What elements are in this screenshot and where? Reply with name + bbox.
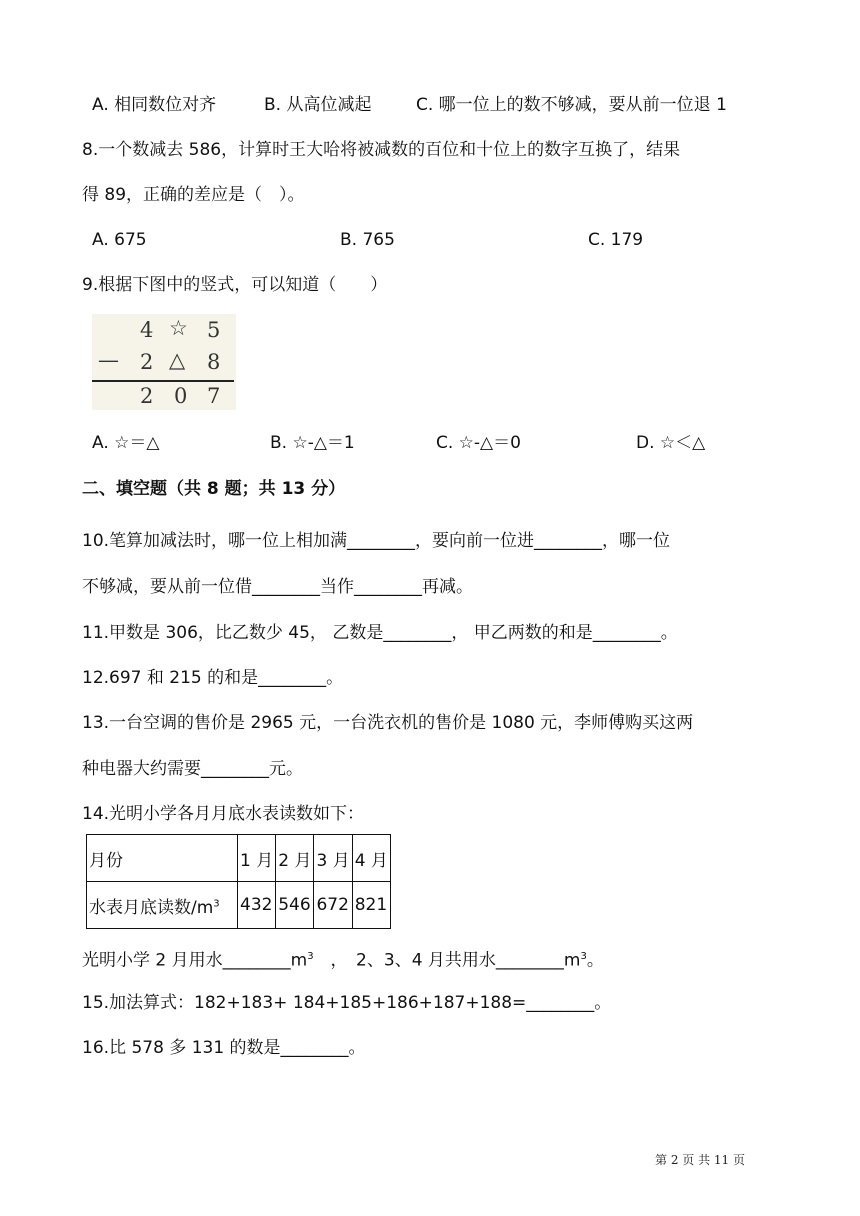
digit: 2	[140, 350, 154, 374]
q7-option-c: C. 哪一位上的数不够减，要从前一位退 1	[416, 95, 727, 115]
digit: 0	[174, 384, 188, 408]
q9-text: 9.根据下图中的竖式，可以知道（ ）	[82, 275, 388, 295]
q16-text: 16.比 578 多 131 的数是________。	[82, 1038, 366, 1058]
q8-option-a: A. 675	[92, 230, 147, 250]
star-symbol: ☆	[169, 316, 188, 340]
digit: 4	[140, 318, 154, 342]
q7-option-b: B. 从高位减起	[264, 95, 372, 115]
q9-option-c: C. ☆-△＝0	[436, 433, 521, 453]
q10-text-line1: 10.笔算加减法时，哪一位上相加满________，要向前一位进________，哪一位	[82, 531, 671, 551]
table-header-cell: 1 月	[238, 835, 276, 882]
table-header-cell: 2 月	[276, 835, 314, 882]
table-header-cell: 月份	[87, 835, 238, 882]
digit: 2	[140, 384, 154, 408]
q8-text-line2: 得 89，正确的差应是（ ）。	[82, 185, 305, 205]
q9-option-d: D. ☆＜△	[636, 433, 706, 453]
q8-option-b: B. 765	[340, 230, 395, 250]
q14-answer-line: 光明小学 2 月用水$\_\_\_\_\_\_\_\_m^3$ ， 2、3、4 月共用水$\_\_\_\_\_\_\_\_m^3$。	[82, 950, 604, 971]
q10-text-line2: 不够减，要从前一位借________当作________再减。	[82, 577, 473, 597]
triangle-symbol: △	[169, 348, 186, 372]
q7-option-a: A. 相同数位对齐	[92, 95, 217, 115]
table-header-cell: 3 月	[314, 835, 352, 882]
q14-text: 14.光明小学各月月底水表读数如下：	[82, 804, 365, 824]
table-cell: 672	[314, 882, 352, 929]
q9-option-a: A. ☆＝△	[92, 433, 160, 453]
sum-rule	[92, 380, 234, 382]
q11-text: 11.甲数是 306，比乙数少 45， 乙数是________， 甲乙两数的和是________。	[82, 623, 678, 643]
water-meter-table	[86, 834, 391, 929]
minus-sign: —	[98, 348, 119, 372]
table-cell: 546	[276, 882, 314, 929]
digit: 8	[207, 350, 221, 374]
table-cell: 432	[238, 882, 276, 929]
table-row	[87, 835, 391, 882]
q13-text-line2: 种电器大约需要________元。	[82, 759, 303, 779]
vertical-subtraction-figure	[92, 314, 236, 410]
table-cell: 821	[352, 882, 390, 929]
q12-text: 12.697 和 215 的和是________。	[82, 668, 344, 688]
q8-text-line1: 8.一个数减去 586，计算时王大哈将被减数的百位和十位上的数字互换了，结果	[82, 140, 681, 160]
q15-text: 15.加法算式：182+183+ 184+185+186+187+188=________。	[82, 993, 612, 1013]
section-heading: 二、填空题（共 8 题；共 13 分）	[82, 479, 346, 499]
table-header-cell: 4 月	[352, 835, 390, 882]
digit: 7	[207, 384, 221, 408]
digit: 5	[207, 318, 221, 342]
table-row	[87, 882, 391, 929]
table-row-label: 水表月底读数$/m^3$	[87, 882, 238, 929]
page-footer: 第 2 页 共 11 页	[655, 1153, 745, 1167]
q13-text-line1: 13.一台空调的售价是 2965 元，一台洗衣机的售价是 1080 元，李师傅购买这两	[82, 713, 694, 733]
q8-option-c: C. 179	[588, 230, 644, 250]
q9-option-b: B. ☆-△＝1	[270, 433, 355, 453]
